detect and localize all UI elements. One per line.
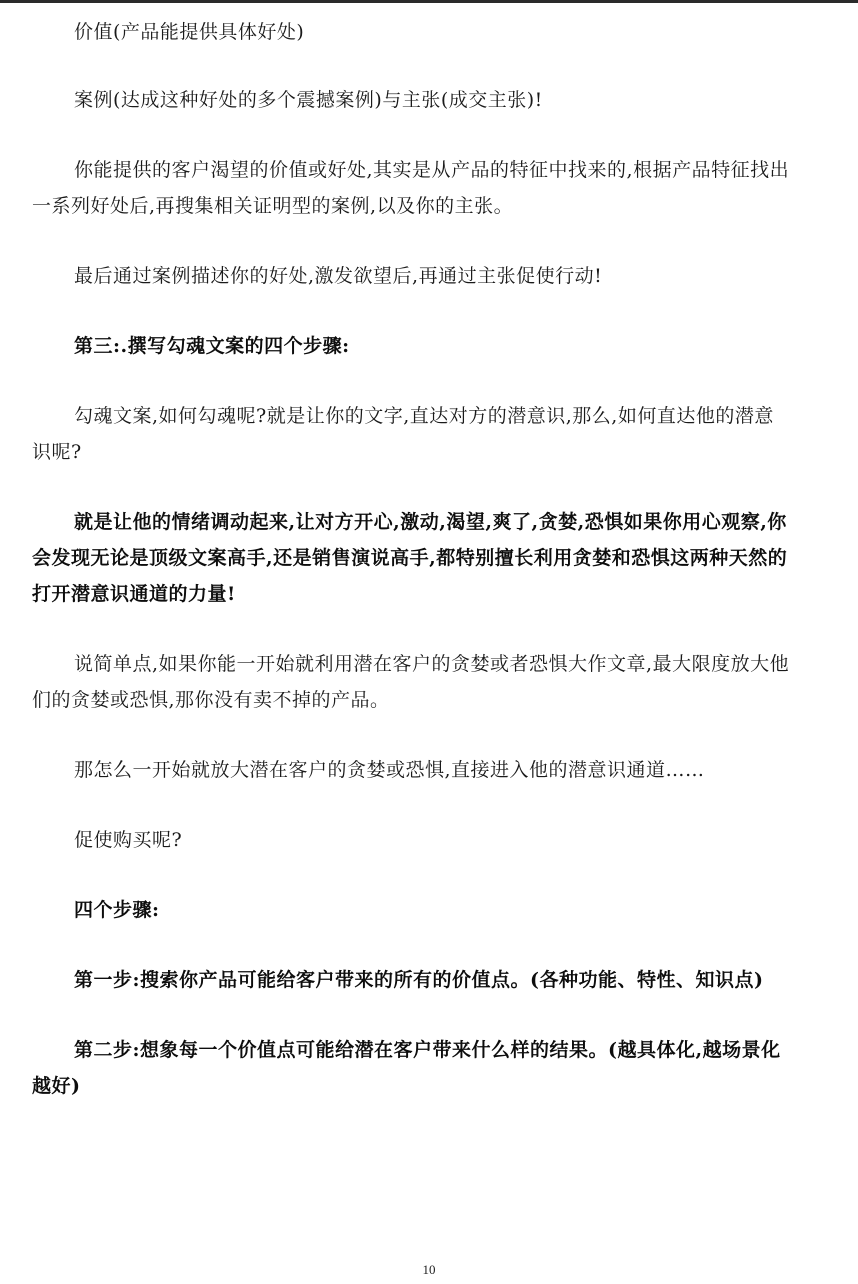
document-page bbox=[32, 14, 792, 1104]
paragraph-simply-put: 说简单点,如果你能一开始就利用潜在客户的贪婪或者恐惧大作文章,最大限度放大他们的贪婪或恐惧,那你没有卖不掉的产品。 bbox=[32, 653, 790, 711]
paragraph-how-to-amplify: 那怎么一开始就放大潜在客户的贪婪或恐惧,直接进入他的潜意识通道…… bbox=[74, 759, 705, 781]
step-two: 第二步:想象每一个价值点可能给潜在客户带来什么样的结果。(越具体化,越场景化越好) bbox=[32, 1039, 781, 1097]
section-heading-step-three: 第三:.撰写勾魂文案的四个步骤: bbox=[74, 335, 350, 357]
paragraph-value: 价值(产品能提供具体好处) bbox=[74, 21, 305, 43]
page-number: 10 bbox=[422, 1262, 436, 1277]
top-rule bbox=[0, 0, 858, 3]
paragraph-prompt-purchase: 促使购买呢? bbox=[74, 829, 183, 851]
paragraph-case-and-claim: 案例(达成这种好处的多个震撼案例)与主张(成交主张)! bbox=[74, 89, 543, 111]
heading-four-steps: 四个步骤: bbox=[74, 899, 160, 921]
paragraph-benefit-source: 你能提供的客户渴望的价值或好处,其实是从产品的特征中找来的,根据产品特征找出一系列好处后,再搜集相关证明型的案例,以及你的主张。 bbox=[32, 159, 790, 217]
paragraph-emotions-greed-fear: 就是让他的情绪调动起来,让对方开心,激动,渴望,爽了,贪婪,恐惧如果你用心观察,你会发现无论是顶级文案高手,还是销售演说高手,都特别擅长利用贪婪和恐惧这两种天然的打开潜意识通道的力量! bbox=[32, 511, 788, 605]
paragraph-finally: 最后通过案例描述你的好处,激发欲望后,再通过主张促使行动! bbox=[74, 265, 603, 287]
paragraph-subconscious-question: 勾魂文案,如何勾魂呢?就是让你的文字,直达对方的潜意识,那么,如何直达他的潜意识呢? bbox=[32, 405, 774, 463]
step-one: 第一步:搜索你产品可能给客户带来的所有的价值点。(各种功能、特性、知识点) bbox=[74, 969, 764, 991]
